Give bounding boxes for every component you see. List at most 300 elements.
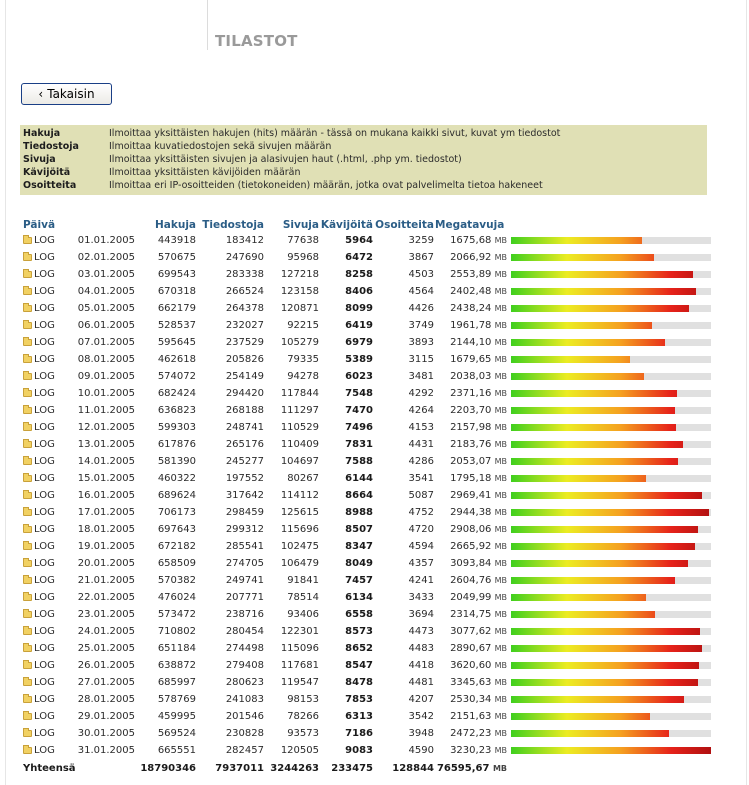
files-cell: 249741 — [225, 575, 264, 586]
bar-cell — [507, 249, 707, 266]
table-row — [20, 368, 707, 385]
files-cell: 294420 — [225, 388, 264, 399]
log-cell[interactable] — [20, 385, 72, 402]
table-row — [20, 402, 707, 419]
addresses-cell: 3867 — [408, 252, 434, 263]
folder-icon — [23, 594, 32, 601]
log-cell[interactable] — [20, 249, 72, 266]
files-cell: 283338 — [225, 269, 264, 280]
visitors-bar-track — [511, 237, 711, 244]
mb-unit: MB — [494, 423, 507, 432]
hits-cell: 685997 — [157, 677, 196, 688]
visitors-cell: 7496 — [345, 422, 373, 433]
visitors-bar-fill — [511, 373, 644, 380]
pages-cell: 115096 — [280, 643, 319, 654]
header-addresses: Osoitteita — [375, 218, 434, 231]
addresses-cell: 3115 — [408, 354, 434, 365]
pages-cell: 106479 — [280, 558, 319, 569]
files-cell: 265176 — [225, 439, 264, 450]
visitors-bar-track — [511, 322, 711, 329]
log-link[interactable]: LOG — [34, 354, 55, 365]
visitors-cell: 6313 — [345, 711, 373, 722]
addresses-cell: 4483 — [408, 643, 434, 654]
visitors-bar-fill — [511, 390, 677, 397]
folder-icon — [23, 458, 32, 465]
files-cell: 285541 — [225, 541, 264, 552]
bar-cell — [507, 640, 707, 657]
date-cell: 23.01.2005 — [77, 609, 135, 620]
hits-cell: 476024 — [157, 592, 196, 603]
log-cell[interactable] — [20, 436, 72, 453]
log-cell[interactable] — [20, 504, 72, 521]
files-cell: 298459 — [225, 507, 264, 518]
files-cell: 201546 — [225, 711, 264, 722]
log-link[interactable]: LOG — [34, 252, 55, 263]
bar-cell — [507, 674, 707, 691]
log-cell[interactable] — [20, 317, 72, 334]
visitors-bar-fill — [511, 628, 700, 635]
bar-cell — [507, 725, 707, 742]
mb-unit: MB — [494, 491, 507, 500]
visitors-bar-track — [511, 577, 711, 584]
mb-value: 2371,16 — [450, 388, 492, 399]
addresses-cell: 4473 — [408, 626, 434, 637]
hits-cell: 617876 — [157, 439, 196, 450]
header-bar-spacer — [507, 217, 707, 232]
log-cell[interactable] — [20, 589, 72, 606]
log-link[interactable]: LOG — [34, 456, 55, 467]
log-cell[interactable] — [20, 402, 72, 419]
hits-cell: 578769 — [157, 694, 196, 705]
log-link[interactable]: LOG — [34, 490, 55, 501]
pages-cell: 120871 — [280, 303, 319, 314]
files-cell: 280454 — [225, 626, 264, 637]
log-cell[interactable] — [20, 368, 72, 385]
date-cell: 21.01.2005 — [77, 575, 135, 586]
bar-cell — [507, 521, 707, 538]
visitors-bar-fill — [511, 543, 695, 550]
legend-box — [20, 125, 707, 195]
hits-cell: 570675 — [157, 252, 196, 263]
date-cell: 12.01.2005 — [77, 422, 135, 433]
date-cell: 15.01.2005 — [77, 473, 135, 484]
megabytes-cell — [434, 402, 507, 419]
mb-value: 2157,98 — [450, 422, 492, 433]
visitors-bar-fill — [511, 356, 630, 363]
log-link[interactable]: LOG — [34, 558, 55, 569]
header-files: Tiedostoja — [202, 218, 264, 231]
visitors-bar-track — [511, 339, 711, 346]
log-cell[interactable] — [20, 725, 72, 742]
table-row — [20, 419, 707, 436]
mb-unit: MB — [494, 593, 507, 602]
log-cell[interactable] — [20, 691, 72, 708]
mb-value: 3345,63 — [450, 677, 492, 688]
pages-cell: 111297 — [280, 405, 319, 416]
log-cell[interactable] — [20, 657, 72, 674]
date-cell: 05.01.2005 — [77, 303, 135, 314]
files-cell: 282457 — [225, 745, 264, 756]
log-link[interactable]: LOG — [34, 337, 55, 348]
date-cell: 10.01.2005 — [77, 388, 135, 399]
folder-icon — [23, 747, 32, 754]
pages-cell: 117844 — [280, 388, 319, 399]
pages-cell: 119547 — [280, 677, 319, 688]
mb-value: 2969,41 — [450, 490, 492, 501]
log-cell[interactable] — [20, 538, 72, 555]
visitors-bar-track — [511, 713, 711, 720]
pages-cell: 127218 — [280, 269, 319, 280]
addresses-cell: 4207 — [408, 694, 434, 705]
visitors-bar-fill — [511, 424, 676, 431]
log-cell[interactable] — [20, 470, 72, 487]
files-cell: 299312 — [225, 524, 264, 535]
visitors-bar-track — [511, 594, 711, 601]
log-link[interactable]: LOG — [34, 643, 55, 654]
visitors-cell: 7186 — [345, 728, 373, 739]
date-cell: 02.01.2005 — [77, 252, 135, 263]
totals-hits: 18790346 — [140, 762, 196, 774]
log-cell[interactable] — [20, 232, 72, 249]
bar-cell — [507, 504, 707, 521]
visitors-bar-fill — [511, 577, 675, 584]
mb-unit: MB — [494, 627, 507, 636]
log-link[interactable]: LOG — [34, 422, 55, 433]
files-cell: 205826 — [225, 354, 264, 365]
folder-icon — [23, 730, 32, 737]
folder-icon — [23, 526, 32, 533]
log-cell[interactable] — [20, 674, 72, 691]
date-cell: 29.01.2005 — [77, 711, 135, 722]
hits-cell: 689624 — [157, 490, 196, 501]
log-cell[interactable] — [20, 640, 72, 657]
log-link[interactable]: LOG — [34, 405, 55, 416]
log-cell[interactable] — [20, 521, 72, 538]
visitors-bar-track — [511, 288, 711, 295]
log-cell[interactable] — [20, 300, 72, 317]
table-row — [20, 674, 707, 691]
pages-cell: 125615 — [280, 507, 319, 518]
bar-cell — [507, 351, 707, 368]
log-link[interactable]: LOG — [34, 745, 55, 756]
files-cell: 247690 — [225, 252, 264, 263]
visitors-bar-track — [511, 509, 711, 516]
mb-unit: MB — [494, 542, 507, 551]
log-link[interactable]: LOG — [34, 541, 55, 552]
hits-cell: 672182 — [157, 541, 196, 552]
totals-row — [20, 759, 707, 777]
log-link[interactable]: LOG — [34, 439, 55, 450]
date-cell: 22.01.2005 — [77, 592, 135, 603]
log-link[interactable]: LOG — [34, 371, 55, 382]
megabytes-cell — [434, 606, 507, 623]
table-row — [20, 300, 707, 317]
visitors-cell: 8573 — [345, 626, 373, 637]
table-row — [20, 657, 707, 674]
addresses-cell: 4418 — [408, 660, 434, 671]
log-link[interactable]: LOG — [34, 320, 55, 331]
visitors-bar-fill — [511, 407, 675, 414]
visitors-bar-track — [511, 424, 711, 431]
visitors-bar-track — [511, 373, 711, 380]
legend-description: Ilmoittaa eri IP-osoitteiden (tietokoneiden) määrän, jotka ovat palvelimelta tietoa hakeneet — [109, 180, 543, 191]
megabytes-cell — [434, 436, 507, 453]
pages-cell: 78266 — [287, 711, 319, 722]
mb-value: 2203,70 — [450, 405, 492, 416]
mb-value: 2604,76 — [450, 575, 492, 586]
mb-unit: MB — [494, 576, 507, 585]
totals-files: 7937011 — [215, 762, 264, 774]
mb-value: 1795,18 — [450, 473, 492, 484]
date-cell: 04.01.2005 — [77, 286, 135, 297]
visitors-bar-track — [511, 543, 711, 550]
log-cell[interactable] — [20, 351, 72, 368]
folder-icon — [23, 356, 32, 363]
log-link[interactable]: LOG — [34, 592, 55, 603]
mb-value: 1675,68 — [450, 235, 492, 246]
log-cell[interactable] — [20, 742, 72, 759]
log-cell[interactable] — [20, 266, 72, 283]
visitors-cell: 6558 — [345, 609, 373, 620]
bar-cell — [507, 487, 707, 504]
folder-icon — [23, 645, 32, 652]
mb-unit: MB — [494, 559, 507, 568]
log-link[interactable]: LOG — [34, 524, 55, 535]
table-row — [20, 691, 707, 708]
hits-cell: 665551 — [157, 745, 196, 756]
visitors-bar-fill — [511, 288, 696, 295]
visitors-bar-track — [511, 611, 711, 618]
log-cell[interactable] — [20, 334, 72, 351]
date-cell: 09.01.2005 — [77, 371, 135, 382]
files-cell: 241083 — [225, 694, 264, 705]
megabytes-cell — [434, 708, 507, 725]
mb-value: 2890,67 — [450, 643, 492, 654]
date-cell: 16.01.2005 — [77, 490, 135, 501]
legend-row — [22, 127, 705, 140]
header-spacer — [72, 217, 135, 232]
back-button[interactable] — [21, 83, 112, 105]
log-cell[interactable] — [20, 555, 72, 572]
megabytes-cell — [434, 385, 507, 402]
addresses-cell: 4264 — [408, 405, 434, 416]
bar-cell — [507, 708, 707, 725]
legend-term: Sivuja — [23, 154, 56, 165]
log-link[interactable]: LOG — [34, 609, 55, 620]
mb-value: 2530,34 — [450, 694, 492, 705]
files-cell: 230828 — [225, 728, 264, 739]
legend-row — [22, 166, 705, 179]
mb-unit: MB — [494, 525, 507, 534]
mb-unit: MB — [494, 287, 507, 296]
log-cell[interactable] — [20, 606, 72, 623]
visitors-bar-track — [511, 305, 711, 312]
visitors-cell: 8652 — [345, 643, 373, 654]
visitors-bar-fill — [511, 509, 709, 516]
hits-cell: 658509 — [157, 558, 196, 569]
mb-unit: MB — [494, 321, 507, 330]
pages-cell: 104697 — [280, 456, 319, 467]
hits-cell: 574072 — [157, 371, 196, 382]
mb-value: 2144,10 — [450, 337, 492, 348]
log-link[interactable]: LOG — [34, 388, 55, 399]
addresses-cell: 3481 — [408, 371, 434, 382]
bar-cell — [507, 623, 707, 640]
folder-icon — [23, 611, 32, 618]
pages-cell: 115696 — [280, 524, 319, 535]
addresses-cell: 4720 — [408, 524, 434, 535]
date-cell: 17.01.2005 — [77, 507, 135, 518]
files-cell: 237529 — [225, 337, 264, 348]
log-link[interactable]: LOG — [34, 575, 55, 586]
log-link[interactable]: LOG — [34, 677, 55, 688]
pages-cell: 114112 — [280, 490, 319, 501]
legend-term: Hakuja — [23, 128, 61, 139]
mb-value: 3230,23 — [450, 745, 492, 756]
folder-icon — [23, 237, 32, 244]
mb-unit: MB — [494, 338, 507, 347]
visitors-cell: 8049 — [345, 558, 373, 569]
mb-value: 2402,48 — [450, 286, 492, 297]
megabytes-cell — [434, 640, 507, 657]
visitors-bar-track — [511, 458, 711, 465]
visitors-cell: 9083 — [345, 745, 373, 756]
hits-cell: 662179 — [157, 303, 196, 314]
log-link[interactable]: LOG — [34, 626, 55, 637]
totals-mb-unit: MB — [492, 763, 507, 773]
log-cell[interactable] — [20, 283, 72, 300]
log-link[interactable]: LOG — [34, 694, 55, 705]
log-cell[interactable] — [20, 419, 72, 436]
legend-description: Ilmoittaa kuvatiedostojen sekä sivujen määrän — [109, 141, 332, 152]
mb-value: 2438,24 — [450, 303, 492, 314]
megabytes-cell — [434, 453, 507, 470]
addresses-cell: 4426 — [408, 303, 434, 314]
table-row — [20, 623, 707, 640]
files-cell: 268188 — [225, 405, 264, 416]
visitors-bar-fill — [511, 730, 669, 737]
mb-unit: MB — [494, 644, 507, 653]
mb-value: 2472,23 — [450, 728, 492, 739]
date-cell: 28.01.2005 — [77, 694, 135, 705]
log-link[interactable]: LOG — [34, 660, 55, 671]
table-row — [20, 742, 707, 759]
mb-unit: MB — [494, 372, 507, 381]
mb-unit: MB — [494, 457, 507, 466]
log-link[interactable]: LOG — [34, 303, 55, 314]
hits-cell: 443918 — [157, 235, 196, 246]
hits-cell: 710802 — [157, 626, 196, 637]
pages-cell: 117681 — [280, 660, 319, 671]
megabytes-cell — [434, 470, 507, 487]
log-link[interactable]: LOG — [34, 473, 55, 484]
mb-value: 2665,92 — [450, 541, 492, 552]
files-cell: 238716 — [225, 609, 264, 620]
megabytes-cell — [434, 283, 507, 300]
megabytes-cell — [434, 334, 507, 351]
mb-value: 3077,62 — [450, 626, 492, 637]
addresses-cell: 4153 — [408, 422, 434, 433]
mb-value: 2151,63 — [450, 711, 492, 722]
addresses-cell: 4286 — [408, 456, 434, 467]
visitors-bar-fill — [511, 254, 654, 261]
totals-addresses: 128844 — [392, 762, 434, 774]
visitors-bar-fill — [511, 492, 702, 499]
hits-cell: 573472 — [157, 609, 196, 620]
visitors-cell: 5964 — [345, 235, 373, 246]
bar-cell — [507, 470, 707, 487]
table-row — [20, 453, 707, 470]
addresses-cell: 3893 — [408, 337, 434, 348]
visitors-bar-fill — [511, 645, 702, 652]
table-row — [20, 249, 707, 266]
folder-icon — [23, 492, 32, 499]
hits-cell: 599303 — [157, 422, 196, 433]
mb-unit: MB — [494, 610, 507, 619]
bar-cell — [507, 402, 707, 419]
log-link[interactable]: LOG — [34, 269, 55, 280]
visitors-cell: 6023 — [345, 371, 373, 382]
visitors-cell: 8099 — [345, 303, 373, 314]
back-button-label: Takaisin — [47, 87, 95, 101]
files-cell: 317642 — [225, 490, 264, 501]
megabytes-cell — [434, 538, 507, 555]
addresses-cell: 3749 — [408, 320, 434, 331]
folder-icon — [23, 424, 32, 431]
bar-cell — [507, 368, 707, 385]
table-row — [20, 589, 707, 606]
visitors-cell: 8406 — [345, 286, 373, 297]
visitors-bar-track — [511, 730, 711, 737]
log-cell[interactable] — [20, 487, 72, 504]
addresses-cell: 3694 — [408, 609, 434, 620]
visitors-bar-fill — [511, 713, 650, 720]
mb-value: 2038,03 — [450, 371, 492, 382]
date-cell: 01.01.2005 — [77, 235, 135, 246]
mb-value: 2908,06 — [450, 524, 492, 535]
log-cell[interactable] — [20, 453, 72, 470]
mb-unit: MB — [494, 253, 507, 262]
addresses-cell: 3541 — [408, 473, 434, 484]
hits-cell: 670318 — [157, 286, 196, 297]
date-cell: 24.01.2005 — [77, 626, 135, 637]
visitors-bar-fill — [511, 594, 646, 601]
log-link[interactable]: LOG — [34, 728, 55, 739]
log-cell[interactable] — [20, 708, 72, 725]
log-cell[interactable] — [20, 572, 72, 589]
log-link[interactable]: LOG — [34, 235, 55, 246]
log-link[interactable]: LOG — [34, 286, 55, 297]
page-title: TILASTOT — [215, 32, 298, 50]
pages-cell: 102475 — [280, 541, 319, 552]
log-link[interactable]: LOG — [34, 711, 55, 722]
visitors-bar-fill — [511, 339, 665, 346]
date-cell: 06.01.2005 — [77, 320, 135, 331]
pages-cell: 93573 — [287, 728, 319, 739]
addresses-cell: 3948 — [408, 728, 434, 739]
header-megabytes: Megatavuja — [435, 218, 505, 231]
files-cell: 245277 — [225, 456, 264, 467]
bar-cell — [507, 232, 707, 249]
hits-cell: 595645 — [157, 337, 196, 348]
log-cell[interactable] — [20, 623, 72, 640]
visitors-bar-track — [511, 441, 711, 448]
visitors-cell: 8988 — [345, 507, 373, 518]
mb-value: 2053,07 — [450, 456, 492, 467]
folder-icon — [23, 407, 32, 414]
log-link[interactable]: LOG — [34, 507, 55, 518]
table-row — [20, 283, 707, 300]
